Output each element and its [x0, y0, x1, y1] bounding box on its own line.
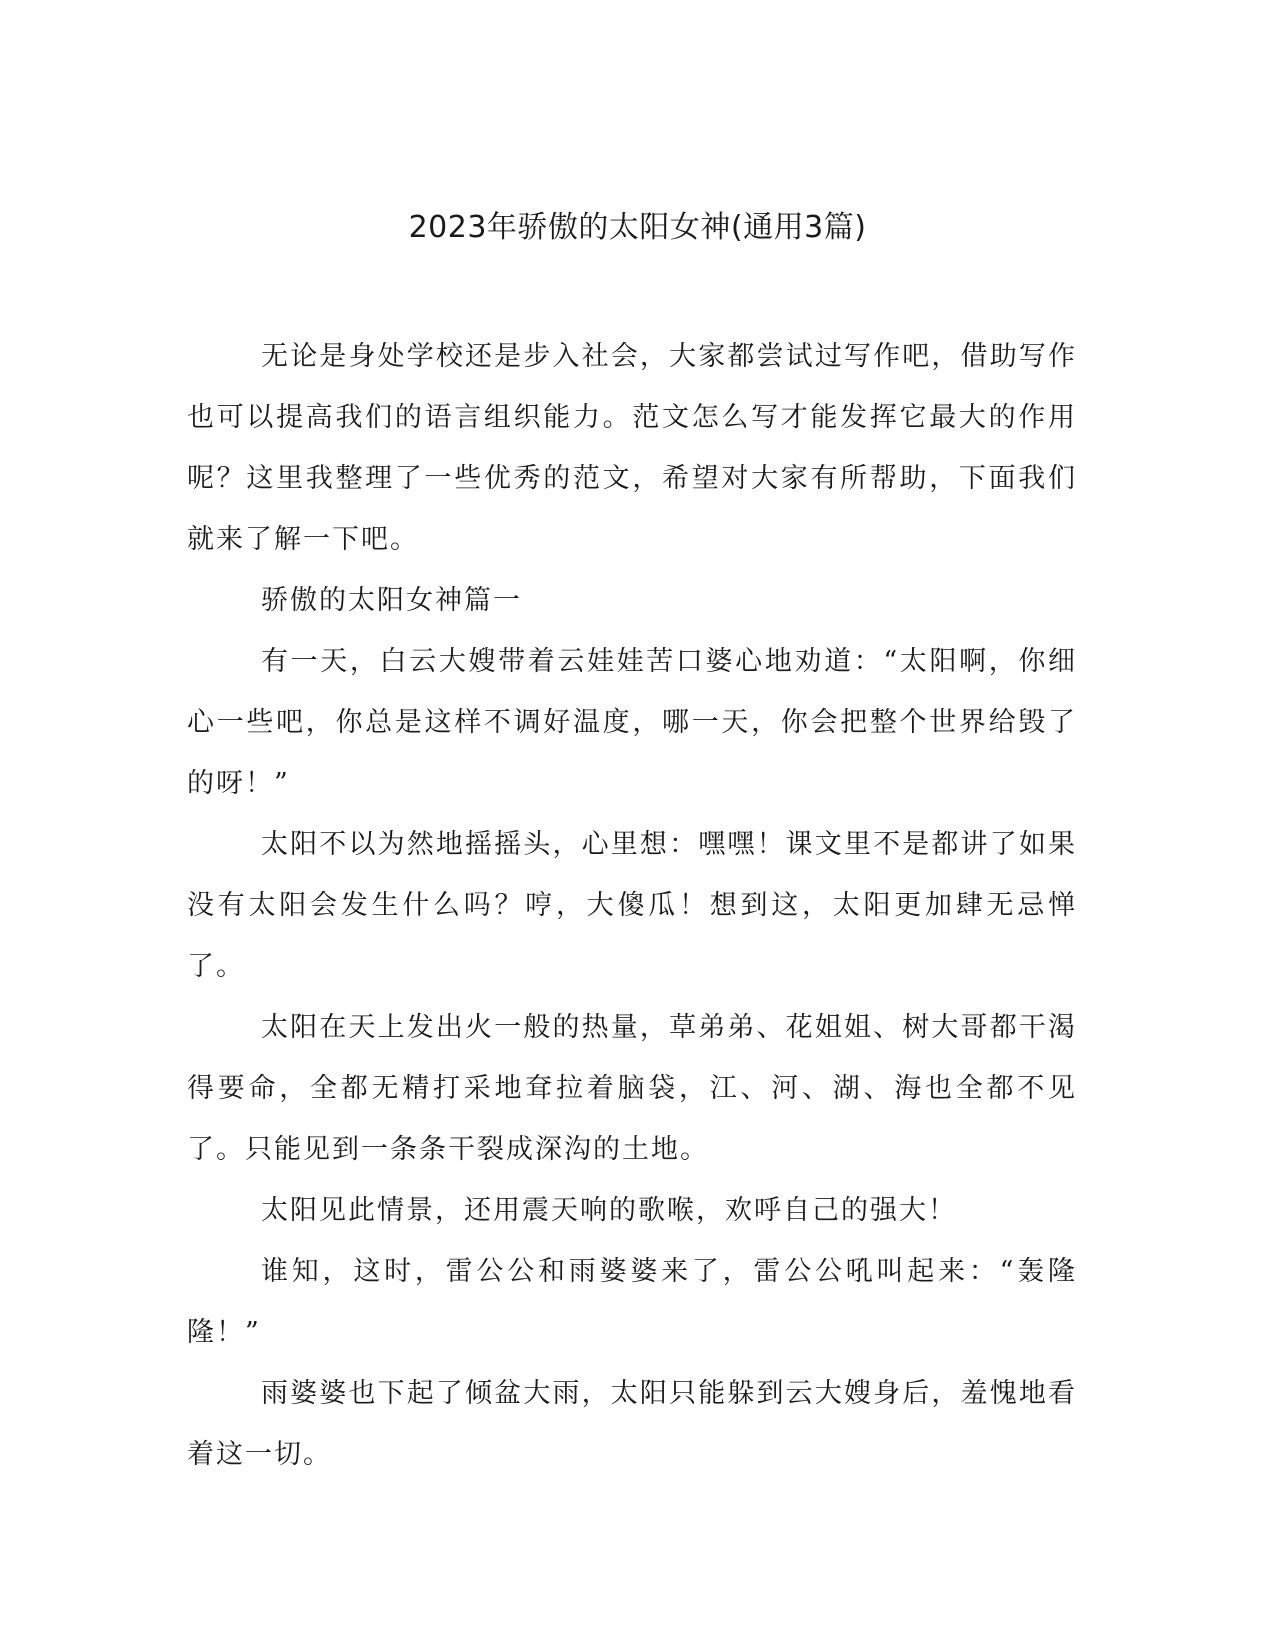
document-title: 2023年骄傲的太阳女神(通用3篇) [408, 210, 867, 245]
paragraph: 谁知，这时，雷公公和雨婆婆来了，雷公公吼叫起来：“轰隆隆！” [187, 1256, 1077, 1348]
paragraph: 太阳在天上发出火一般的热量，草弟弟、花姐姐、树大哥都干渴得要命，全都无精打采地耷拉着脑袋，江、河、湖、海也全都不见了。只能见到一条条干裂成深沟的土地。 [187, 1012, 1077, 1165]
paragraph: 有一天，白云大嫂带着云娃娃苦口婆心地劝道：“太阳啊，你细心一些吧，你总是这样不调好温度，哪一天，你会把整个世界给毁了的呀！” [187, 646, 1077, 799]
section-heading: 骄傲的太阳女神篇一 [261, 585, 522, 616]
paragraph-intro: 无论是身处学校还是步入社会，大家都尝试过写作吧，借助写作也可以提高我们的语言组织能力。范文怎么写才能发挥它最大的作用呢？这里我整理了一些优秀的范文，希望对大家有所帮助，下面我们就来了解一下吧。 [187, 341, 1077, 555]
paragraph: 太阳不以为然地摇摇头，心里想：嘿嘿！课文里不是都讲了如果没有太阳会发生什么吗？哼，大傻瓜！想到这，太阳更加肆无忌惮了。 [187, 829, 1077, 982]
paragraph: 雨婆婆也下起了倾盆大雨，太阳只能躲到云大嫂身后，羞愧地看着这一切。 [187, 1378, 1077, 1470]
paragraph: 太阳见此情景，还用震天响的歌喉，欢呼自己的强大！ [261, 1195, 957, 1226]
document-body [187, 326, 1077, 1485]
